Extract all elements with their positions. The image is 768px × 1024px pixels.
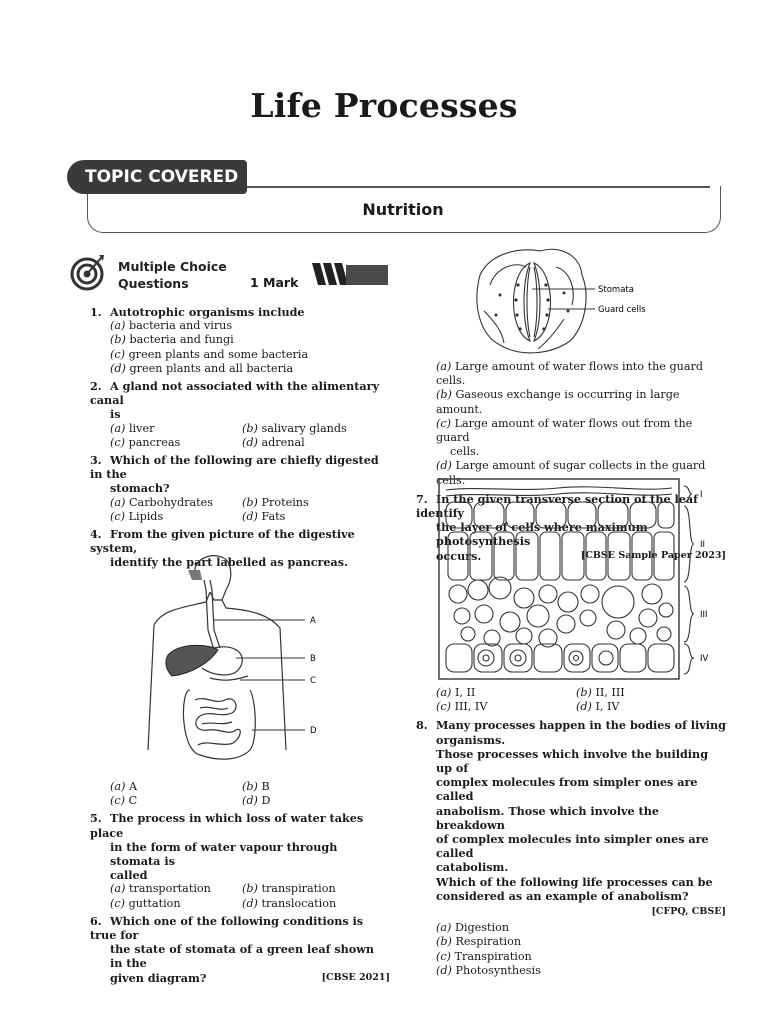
question-3-cont: stomach? [110, 481, 170, 496]
left-column [90, 305, 390, 570]
option-row: (a) transportation (b) transpiration [110, 882, 336, 896]
topic-divider [240, 186, 710, 188]
layer-label-1: I [700, 490, 703, 500]
question-4: 4. From the given picture of the digestive system, [90, 527, 355, 556]
right-column-bottom [416, 686, 726, 978]
option: (c) Transpiration [436, 949, 532, 963]
question-8-line: catabolism. [436, 860, 509, 875]
option-row: (c) guttation (d) translocation [110, 896, 337, 910]
layer-label-3: III [700, 610, 708, 620]
option: (b) bacteria and fungi [110, 333, 234, 347]
option: (a) bacteria and virus [110, 319, 233, 333]
section-heading-line1: Multiple Choice [118, 259, 227, 274]
layer-label-2: II [700, 540, 706, 550]
label-guard-cells: Guard cells [598, 305, 646, 315]
question-8-line: considered as an example of anabolism? [436, 888, 689, 903]
question-1: 1. Autotrophic organisms include [90, 305, 305, 319]
section-heading-line2: Questions [118, 276, 189, 291]
question-5-cont2: called [110, 868, 148, 883]
label-a: A [310, 616, 316, 626]
question-5-cont: in the form of water vapour through stomata is [110, 839, 338, 869]
section-heading [118, 258, 227, 292]
option: (d) Large amount of sugar collects in the guard cells. [436, 459, 706, 487]
option: (b) Gaseous exchange is occurring in large amount. [436, 388, 680, 416]
question-8-line: of complex molecules into simpler ones are called [436, 832, 709, 861]
option: (d) Photosynthesis [436, 963, 541, 977]
target-icon [68, 253, 106, 291]
label-stomata: Stomata [598, 285, 634, 295]
stomata-diagram [460, 245, 710, 360]
topic-name: Nutrition [362, 200, 444, 219]
layer-label-4: IV [700, 654, 709, 664]
question-3: 3. Which of the following are chiefly digested in the [90, 453, 379, 482]
option-row: (a) I, II (b) II, III [436, 686, 625, 699]
option: (a) Digestion [436, 921, 510, 935]
question-6-cont2: given diagram? [CBSE 2021] [110, 970, 390, 985]
left-column-bottom [90, 780, 390, 985]
question-5: 5. The process in which loss of water takes place [90, 811, 364, 840]
question-6-cont: the state of stomata of a green leaf shown in the [110, 942, 374, 971]
stripes-decoration [312, 263, 388, 291]
option-row: (a) A (b) B [110, 780, 270, 793]
option-row: (c) Lipids (d) Fats [110, 509, 286, 523]
option-row: (a) Carbohydrates (b) Proteins [110, 495, 309, 509]
option-row: (c) III, IV (d) I, IV [436, 700, 620, 714]
leaf-section-diagram [438, 478, 728, 683]
question-8: 8. Many processes happen in the bodies of living [416, 718, 726, 733]
question-7-cont2: occurs. [CBSE Sample Paper 2023] [436, 548, 726, 563]
question-8-line: organisms. [436, 732, 506, 747]
question-4-cont: identify the part labelled as pancreas. [110, 555, 348, 570]
option: (d) green plants and all bacteria [110, 361, 294, 375]
label-c: C [310, 676, 316, 686]
label-b: B [310, 654, 316, 664]
question-8-source: [CFPQ, CBSE] [651, 906, 726, 918]
question-8-line: Which of the following life processes can be [436, 874, 713, 889]
question-7-cont: the layer of cells where maximum photosynthesis [436, 520, 648, 549]
option-row: (c) pancreas (d) adrenal [110, 435, 305, 449]
option: (b) Respiration [436, 935, 522, 949]
topic-covered-badge: TOPIC COVERED [67, 160, 247, 194]
option-cont: cells. [450, 445, 480, 459]
question-7: 7. In the given transverse section of the leaf identify [416, 491, 698, 521]
question-6: 6. Which one of the following conditions is true for [90, 913, 364, 943]
option: (a) Large amount of water flows into the guard cells. [436, 360, 703, 388]
option-row: (c) C (d) D [110, 794, 271, 808]
option-row: (a) liver (b) salivary glands [110, 421, 347, 435]
option: (c) green plants and some bacteria [110, 347, 309, 361]
option: (c) Large amount of water flows out from the guard [436, 416, 693, 445]
question-8-line: complex molecules from simpler ones are called [436, 775, 698, 804]
label-d: D [310, 726, 317, 736]
question-8-line: Those processes which involve the building up of [436, 746, 709, 776]
question-2: 2. A gland not associated with the alimentary canal [90, 379, 380, 408]
digestive-system-diagram [140, 550, 340, 780]
marks-label: 1 Mark [250, 275, 299, 290]
question-8-line: anabolism. Those which involve the breakdown [436, 803, 659, 832]
question-2-cont: is [110, 407, 121, 422]
page-title: Life Processes [250, 86, 518, 125]
